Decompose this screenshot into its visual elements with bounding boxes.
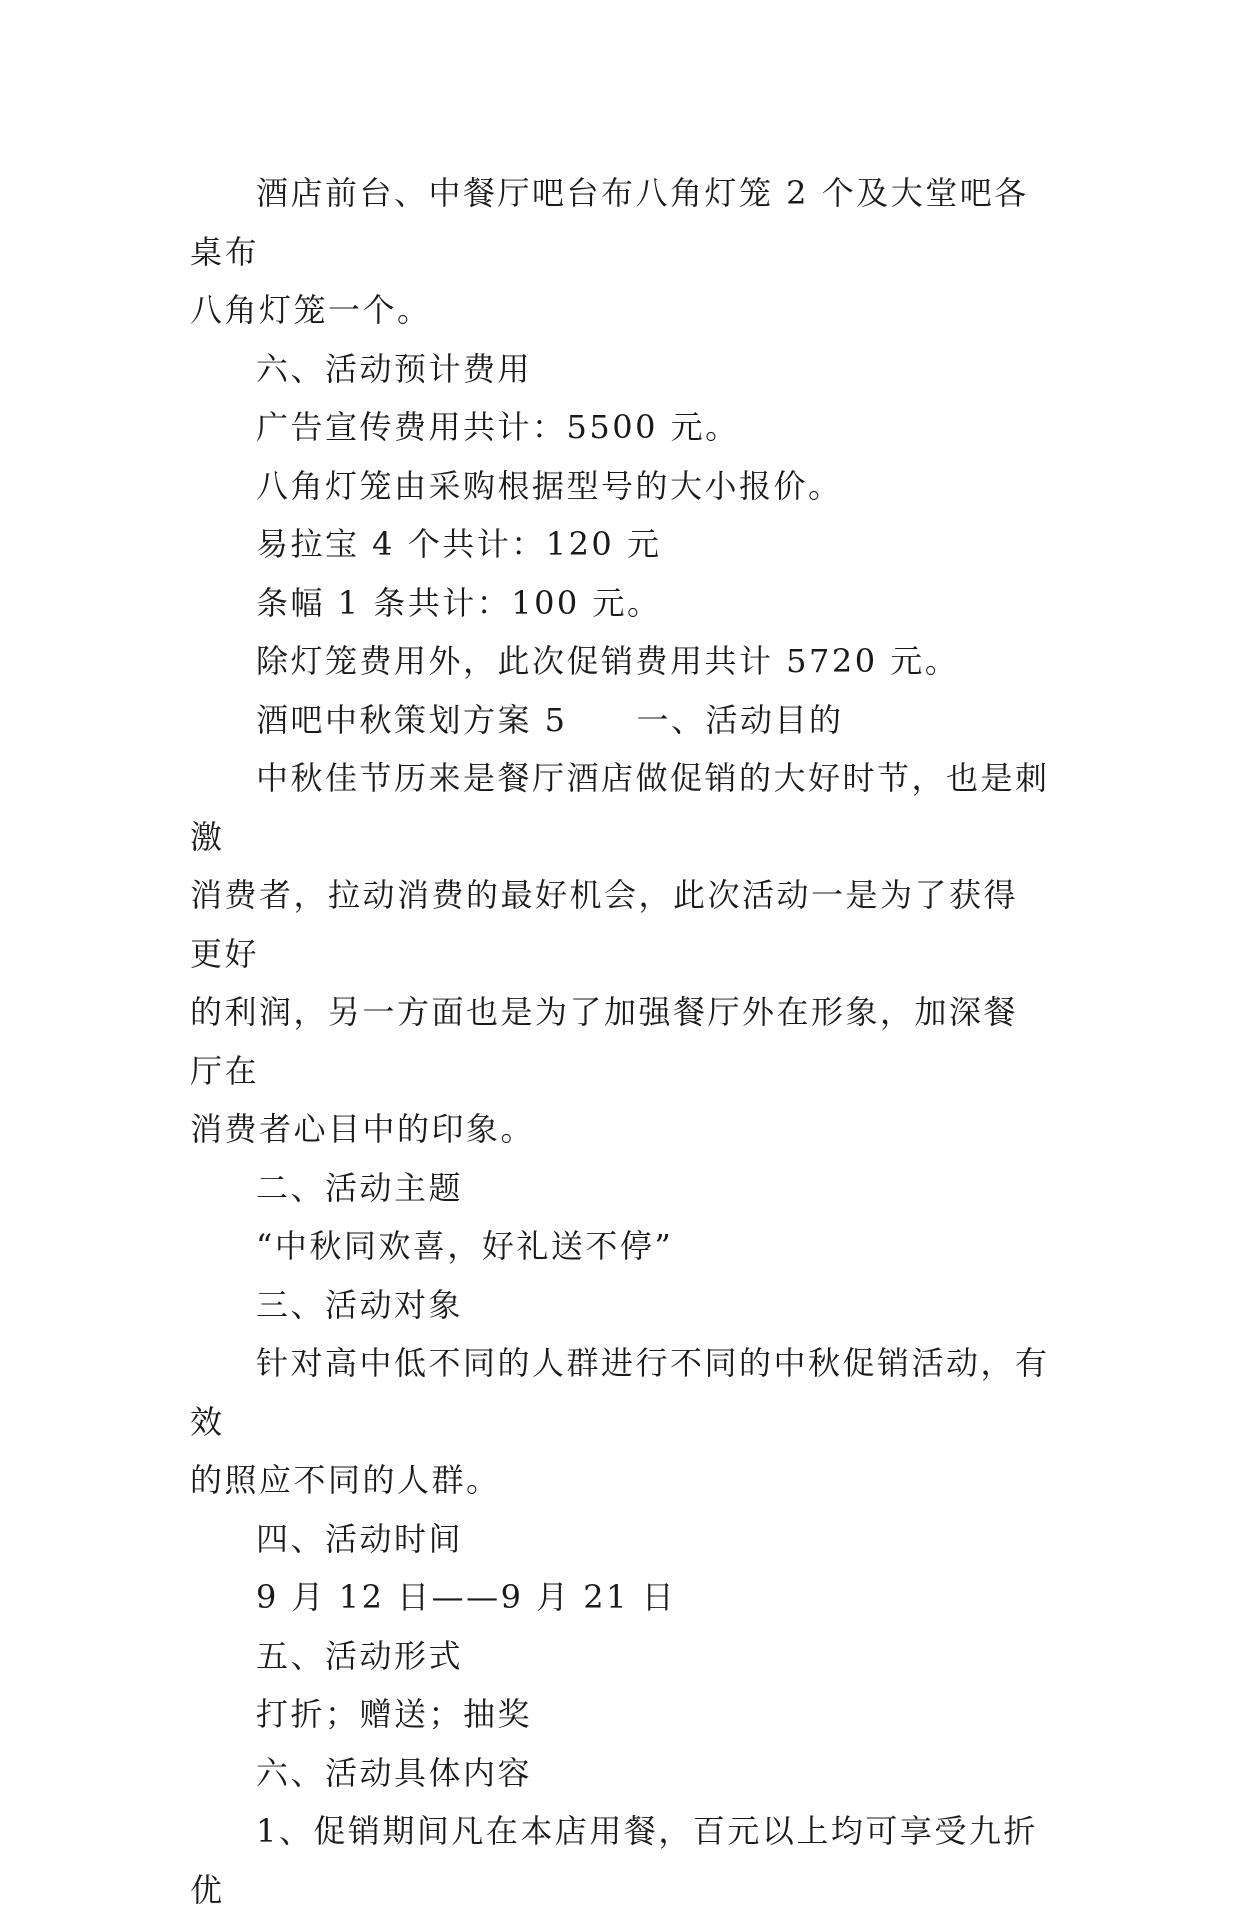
- text-line: 条幅 1 条共计：100 元。: [256, 583, 662, 622]
- text-line: 1、促销期间凡在本店用餐，百元以上均可享受九折优: [190, 1812, 1038, 1909]
- text-line: 八角灯笼一个。: [190, 291, 432, 329]
- text-line: 消费者心目中的印象。: [190, 1110, 536, 1148]
- text-line: 八角灯笼由采购根据型号的大小报价。: [256, 466, 843, 505]
- text-line: 针对高中低不同的人群进行不同的中秋促销活动，有效: [190, 1344, 1050, 1441]
- text-line: 广告宣传费用共计：5500 元。: [256, 408, 740, 446]
- text-line: 消费者，拉动消费的最好机会，此次活动一是为了获得更好: [190, 876, 1019, 973]
- section-heading: 三、活动对象: [256, 1285, 464, 1324]
- text-line: 易拉宝 4 个共计：120 元: [256, 525, 662, 563]
- text-line: 的利润，另一方面也是为了加强餐厅外在形象，加深餐厅在: [190, 993, 1019, 1090]
- section-heading: 六、活动具体内容: [256, 1753, 533, 1792]
- section-heading: 四、活动时间: [256, 1519, 464, 1558]
- text-line: 9 月 12 日——9 月 21 日: [256, 1578, 677, 1616]
- section-heading: 二、活动主题: [256, 1168, 464, 1207]
- text-line: 除灯笼费用外，此次促销费用共计 5720 元。: [256, 642, 960, 680]
- section-heading: 五、活动形式: [256, 1636, 464, 1675]
- section-heading: 六、活动预计费用: [256, 349, 533, 388]
- text-line: 打折；赠送；抽奖: [256, 1695, 533, 1733]
- text-line: 中秋佳节历来是餐厅酒店做促销的大好时节，也是刺激: [190, 759, 1050, 856]
- text-line: 的照应不同的人群。: [190, 1461, 501, 1499]
- document-body: [190, 164, 1050, 1919]
- plan-title: 酒吧中秋策划方案 5 一、活动目的: [256, 700, 844, 739]
- text-line: “中秋同欢喜，好礼送不停”: [256, 1227, 674, 1265]
- text-line: 酒店前台、中餐厅吧台布八角灯笼 2 个及大堂吧各桌布: [190, 174, 1029, 271]
